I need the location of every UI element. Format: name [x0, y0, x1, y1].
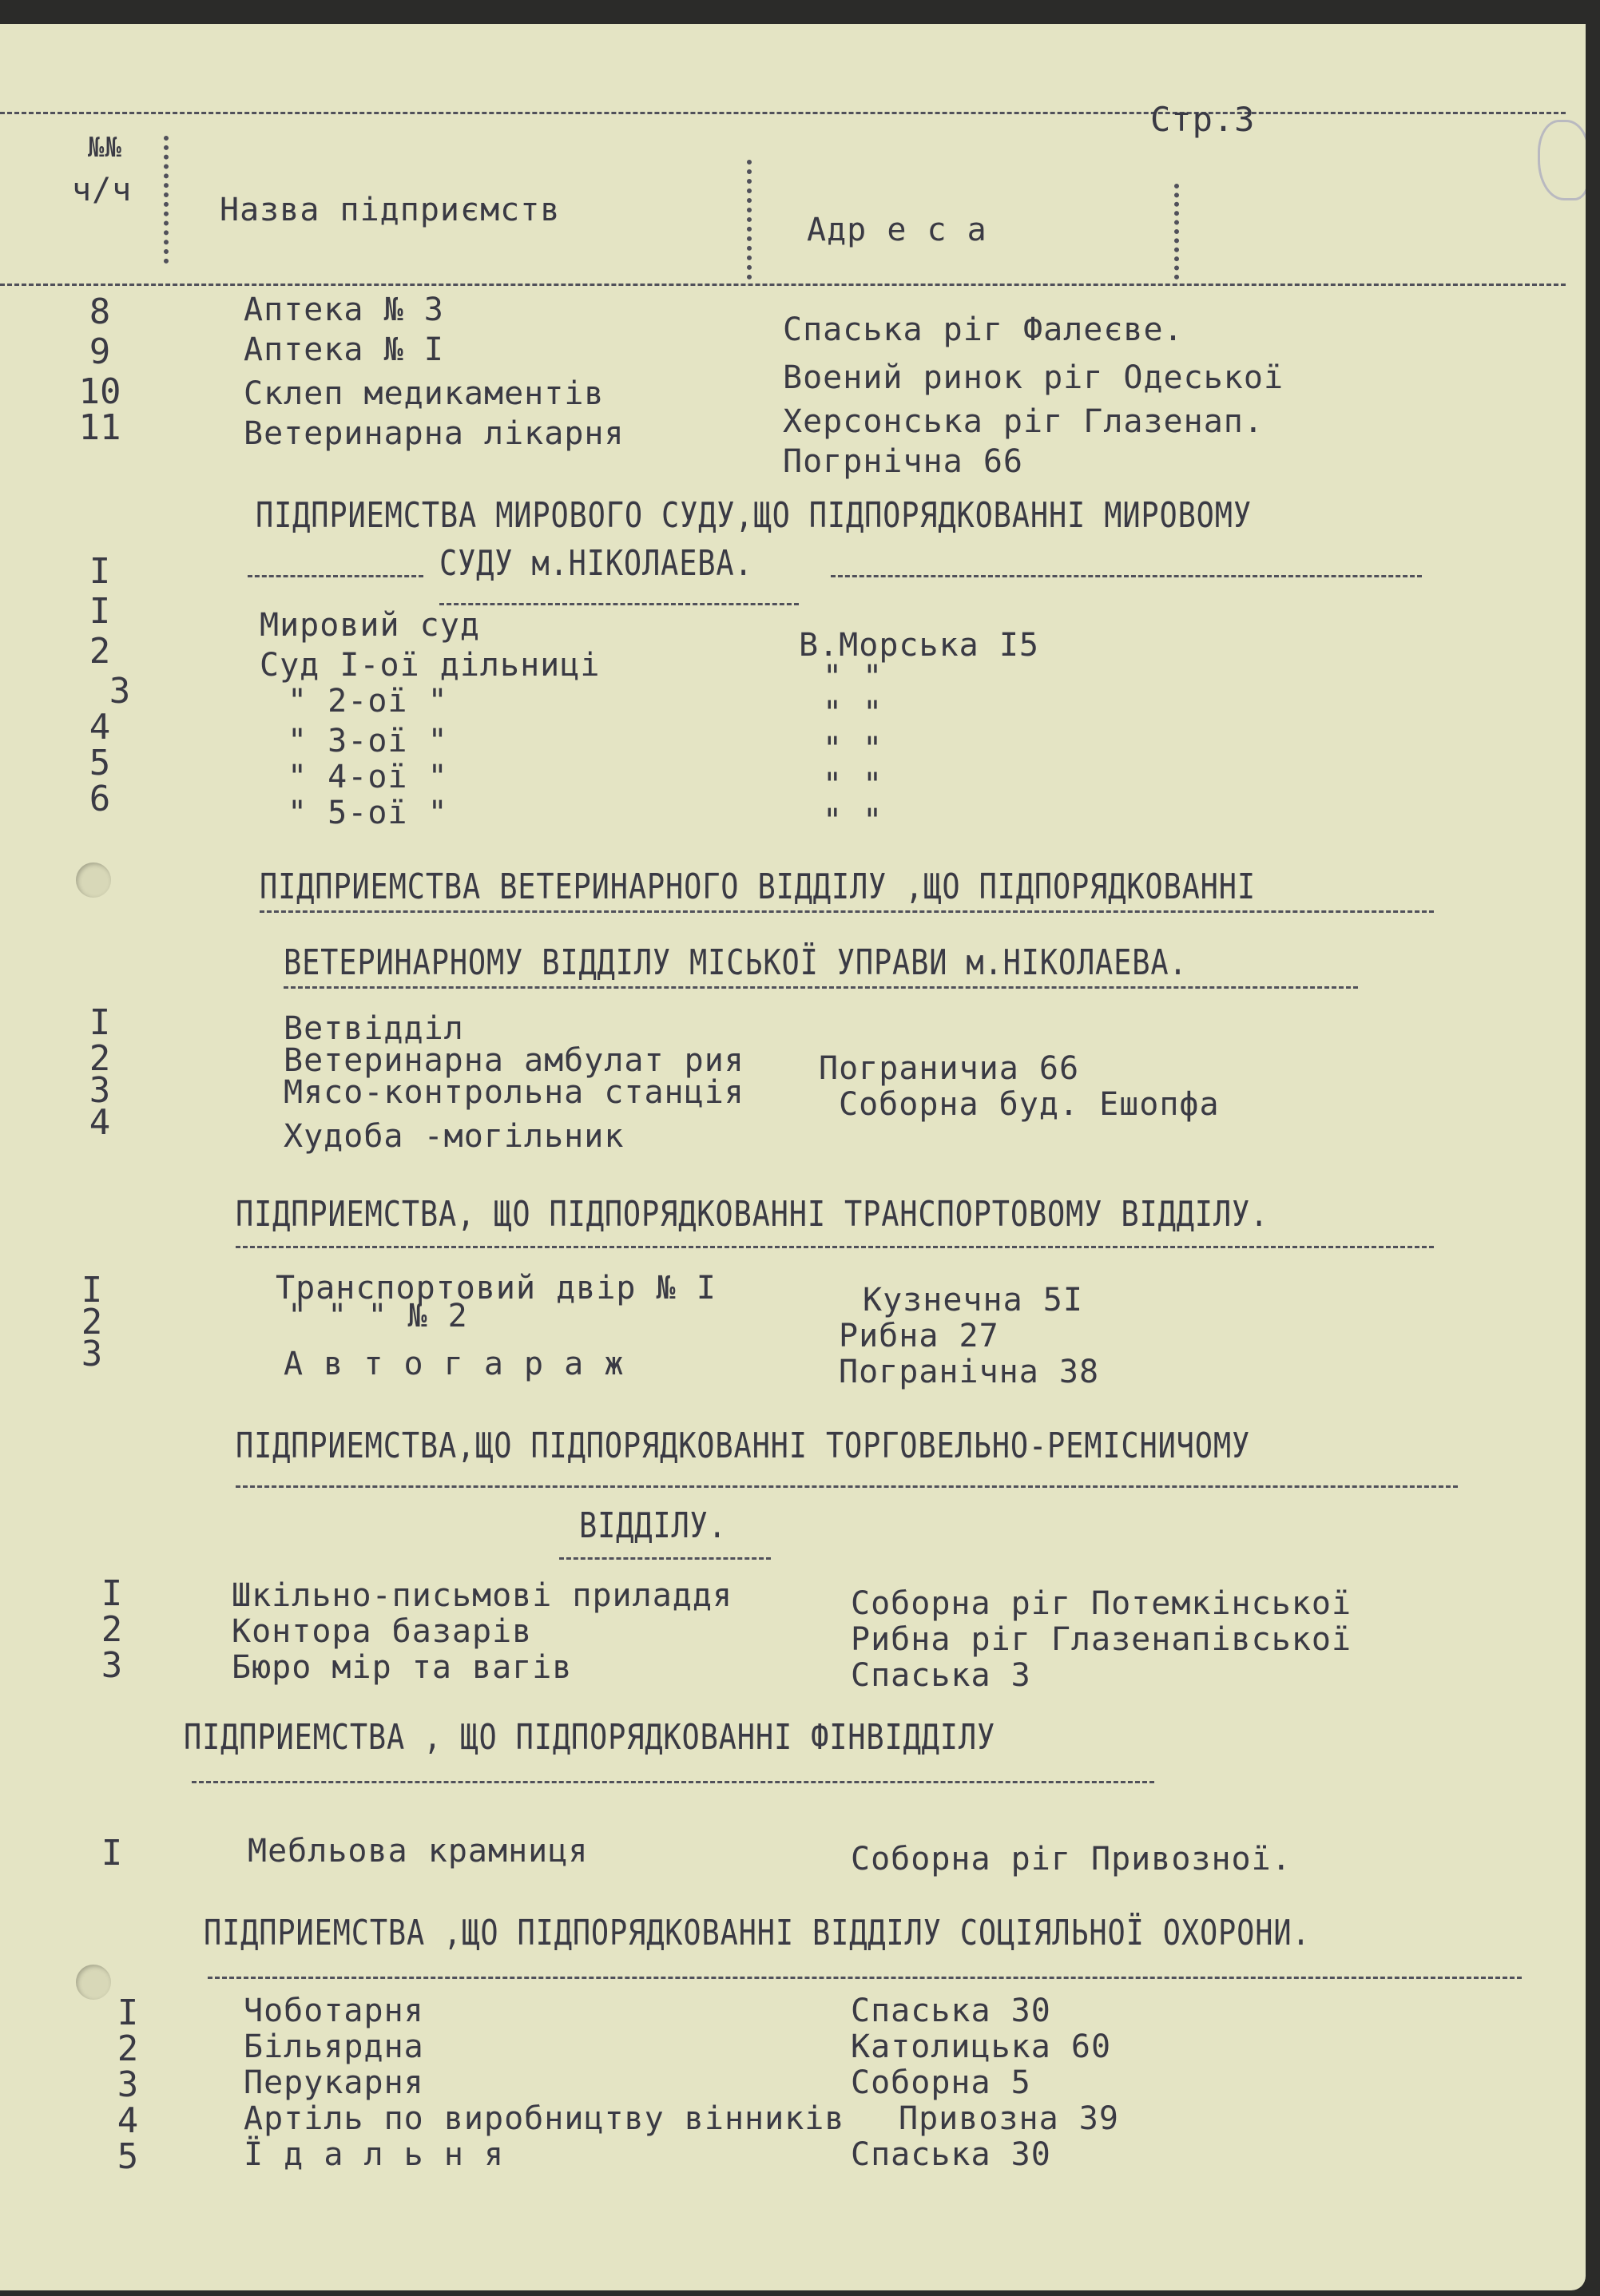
column-divider: [1174, 184, 1179, 280]
col-address-label: Адр е с а: [807, 212, 987, 248]
item-address: Рибна ріг Глазенапівської: [851, 1621, 1352, 1658]
item-address: Привозна 39: [899, 2100, 1119, 2137]
section-heading: ПІДПРИЕМСТВА, ЩО ПІДПОРЯДКОВАННІ ТРАНСПОРТОВОМУ ВІДДІЛУ.: [236, 1194, 1269, 1235]
document-sheet: [0, 24, 1586, 2290]
item-name: Мясо-контрольна станція: [284, 1074, 744, 1111]
item-name: Мебльова крамниця: [248, 1833, 589, 1870]
item-num: 11: [78, 407, 121, 448]
item-address: Херсонська ріг Глазенап.: [783, 403, 1264, 440]
heading-rule: [236, 1246, 1434, 1248]
item-name: Контора базарів: [232, 1613, 533, 1650]
item-name: " 5-ої ": [288, 795, 448, 831]
item-num: 2: [81, 1302, 103, 1342]
column-divider: [747, 160, 752, 280]
item-num: I: [101, 1833, 123, 1874]
heading-rule: [559, 1557, 771, 1560]
item-address: В.Морська I5: [799, 627, 1039, 664]
item-num: 3: [109, 671, 131, 712]
item-name: Ї д а л ь н я: [244, 2136, 505, 2173]
item-address: Спаська ріг Фалеєве.: [783, 311, 1184, 348]
item-name: Артіль по виробництву вінників: [244, 2100, 845, 2137]
item-num: 5: [117, 2136, 139, 2177]
item-name: Суд I-ої дільниці: [260, 647, 601, 684]
archive-stamp: [1538, 120, 1586, 200]
item-name: Чоботарня: [244, 1993, 424, 2029]
heading-rule: [439, 603, 799, 605]
punch-hole: [76, 862, 111, 898]
item-name: Транспортовий двір № I: [276, 1270, 717, 1307]
item-num: I: [89, 551, 111, 592]
item-address: Воений ринок ріг Одеської: [783, 359, 1284, 396]
item-address: Рибна 27: [839, 1318, 999, 1354]
item-num: 3: [117, 2064, 139, 2105]
col-name-label: Назва підприємств: [220, 192, 561, 228]
page-number: Стр.3: [1150, 100, 1256, 139]
item-address: Спаська 30: [851, 1993, 1051, 2029]
item-num: I: [89, 1002, 111, 1043]
section-heading: ПІДПРИЕМСТВА,ЩО ПІДПОРЯДКОВАННІ ТОРГОВЕЛЬНО-РЕМІСНИЧОМУ: [236, 1426, 1251, 1466]
item-name: Ветеринарна амбулат рия: [284, 1042, 744, 1079]
column-divider: [164, 136, 169, 264]
item-address: " ": [823, 731, 883, 767]
header-top-rule: [0, 112, 1566, 114]
item-num: 4: [117, 2100, 139, 2141]
item-name: Мировий суд: [260, 607, 480, 644]
item-name: Аптека № I: [244, 331, 444, 368]
item-num: 2: [117, 2028, 139, 2069]
item-address: " ": [823, 767, 883, 803]
item-num: I: [117, 1993, 139, 2033]
heading-rule: [236, 1485, 1458, 1488]
col-num-label-2: ч/ч: [72, 172, 133, 208]
heading-rule: [192, 1781, 1154, 1783]
item-num: 9: [89, 331, 111, 372]
item-address: Католицька 60: [851, 2028, 1112, 2065]
item-num: 3: [89, 1070, 111, 1111]
item-name: " 3-ої ": [288, 723, 448, 759]
item-num: 8: [89, 291, 111, 332]
item-name: " 2-ої ": [288, 683, 448, 720]
item-num: 10: [78, 371, 121, 412]
item-num: I: [89, 591, 111, 632]
item-num: 2: [89, 631, 111, 672]
item-name: Ветеринарна лікарня: [244, 415, 625, 452]
heading-rule: [831, 575, 1422, 577]
item-num: 3: [81, 1334, 103, 1374]
item-num: I: [81, 1270, 103, 1311]
section-heading: СУДУ м.НІКОЛАЕВА.: [439, 543, 753, 584]
item-num: 2: [89, 1038, 111, 1079]
heading-rule: [208, 1977, 1522, 1979]
item-address: Соборна 5: [851, 2064, 1031, 2101]
item-address: Погрнічна 66: [783, 443, 1023, 480]
item-num: 3: [101, 1645, 123, 1686]
item-name: Шкільно-письмові приладдя: [232, 1577, 733, 1614]
heading-rule: [248, 575, 423, 577]
item-name: Бюро мір та вагів: [232, 1649, 573, 1686]
heading-rule: [260, 910, 1434, 913]
item-address: " ": [823, 659, 883, 696]
item-name: " 4-ої ": [288, 759, 448, 795]
item-num: 4: [89, 707, 111, 747]
item-address: Пограничиа 66: [819, 1050, 1080, 1087]
section-heading: ВІДДІЛУ.: [579, 1505, 727, 1546]
item-name: Ветвідділ: [284, 1010, 464, 1047]
item-num: 4: [89, 1102, 111, 1143]
item-address: Соборна буд. Ешопфа: [839, 1086, 1220, 1123]
item-address: Соборна ріг Привозної.: [851, 1841, 1292, 1878]
section-heading: ПІДПРИЕМСТВА ,ЩО ПІДПОРЯДКОВАННІ ВІДДІЛУ СОЦІЯЛЬНОЇ ОХОРОНИ.: [204, 1913, 1311, 1953]
item-num: 2: [101, 1609, 123, 1650]
section-heading: ПІДПРИЕМСТВА МИРОВОГО СУДУ,ЩО ПІДПОРЯДКОВАННІ МИРОВОМУ: [256, 495, 1252, 536]
header-bottom-rule: [0, 284, 1566, 286]
item-address: Спаська 30: [851, 2136, 1051, 2173]
item-num: I: [101, 1573, 123, 1614]
heading-rule: [284, 986, 1358, 989]
item-name: Склеп медикаментів: [244, 375, 605, 412]
item-address: Кузнечна 5I: [863, 1282, 1083, 1319]
item-address: " ": [823, 695, 883, 732]
item-name: А в т о г а р а ж: [284, 1346, 625, 1382]
item-address: Спаська 3: [851, 1657, 1031, 1694]
item-name: Аптека № 3: [244, 291, 444, 328]
section-heading: ПІДПРИЕМСТВА ВЕТЕРИНАРНОГО ВІДДІЛУ ,ЩО ПІДПОРЯДКОВАННІ: [260, 866, 1256, 907]
item-name: Худоба -могільник: [284, 1118, 625, 1155]
item-address: " ": [823, 803, 883, 839]
item-num: 6: [89, 779, 111, 819]
col-num-label-1: №№: [88, 132, 122, 164]
item-name: Перукарня: [244, 2064, 424, 2101]
item-num: 5: [89, 743, 111, 783]
item-name: Більярдна: [244, 2028, 424, 2065]
section-heading: ВЕТЕРИНАРНОМУ ВІДДІЛУ МІСЬКОЇ УПРАВИ м.НІКОЛАЕВА.: [284, 942, 1188, 983]
item-address: Соборна ріг Потемкінської: [851, 1585, 1352, 1622]
section-heading: ПІДПРИЕМСТВА , ЩО ПІДПОРЯДКОВАННІ ФІНВІДДІЛУ: [184, 1717, 996, 1758]
item-address: Погранічна 38: [839, 1354, 1100, 1390]
item-name: " " " № 2: [288, 1298, 468, 1334]
